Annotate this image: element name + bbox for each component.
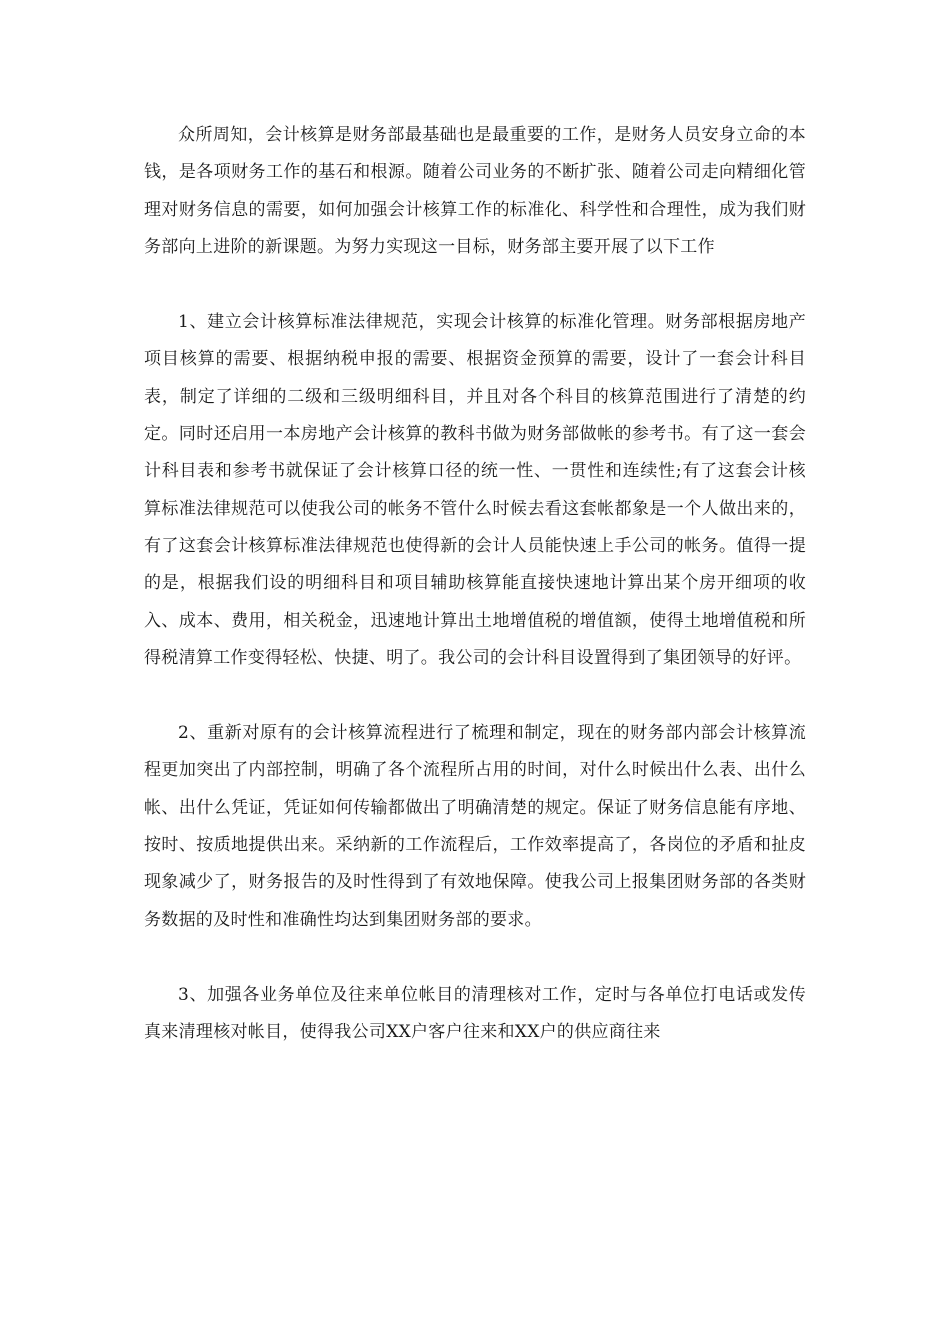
- document-body: [144, 117, 806, 1090]
- item-2-paragraph: 2、重新对原有的会计核算流程进行了梳理和制定，现在的财务部内部会计核算流程更加突出了内部控制，明确了各个流程所占用的时间，对什么时候出什么表、出什么帐、出什么凭证，凭证如何传输都做出了明确清楚的规定。保证了财务信息能有序地、按时、按质地提供出来。采纳新的工作流程后，工作效率提高了，各岗位的矛盾和扯皮现象减少了，财务报告的及时性得到了有效地保障。使我公司上报集团财务部的各类财务数据的及时性和准确性均达到集团财务部的要求。: [144, 723, 806, 930]
- item-1-paragraph: 1、建立会计核算标准法律规范，实现会计核算的标准化管理。财务部根据房地产项目核算的需要、根据纳税申报的需要、根据资金预算的需要，设计了一套会计科目表，制定了详细的二级和三级明细科目，并且对各个科目的核算范围进行了清楚的约定。同时还启用一本房地产会计核算的教科书做为财务部做帐的参考书。有了这一套会计科目表和参考书就保证了会计核算口径的统一性、一贯性和连续性;有了这套会计核算标准法律规范可以使我公司的帐务不管什么时候去看这套帐都象是一个人做出来的，有了这套会计核算标准法律规范也使得新的会计人员能快速上手公司的帐务。值得一提的是，根据我们设的明细科目和项目辅助核算能直接快速地计算出某个房开细项的收入、成本、费用，相关税金，迅速地计算出土地增值税的增值额，使得土地增值税和所得税清算工作变得轻松、快捷、明了。我公司的会计科目设置得到了集团领导的好评。: [144, 312, 806, 668]
- item-3-paragraph: 3、加强各业务单位及往来单位帐目的清理核对工作，定时与各单位打电话或发传真来清理核对帐目，使得我公司XX户客户往来和XX户的供应商往来: [144, 984, 806, 1043]
- intro-paragraph: 众所周知，会计核算是财务部最基础也是最重要的工作，是财务人员安身立命的本钱，是各项财务工作的基石和根源。随着公司业务的不断扩张、随着公司走向精细化管理对财务信息的需要，如何加强会计核算工作的标准化、科学性和合理性，成为我们财务部向上进阶的新课题。为努力实现这一目标，财务部主要开展了以下工作: [144, 125, 806, 257]
